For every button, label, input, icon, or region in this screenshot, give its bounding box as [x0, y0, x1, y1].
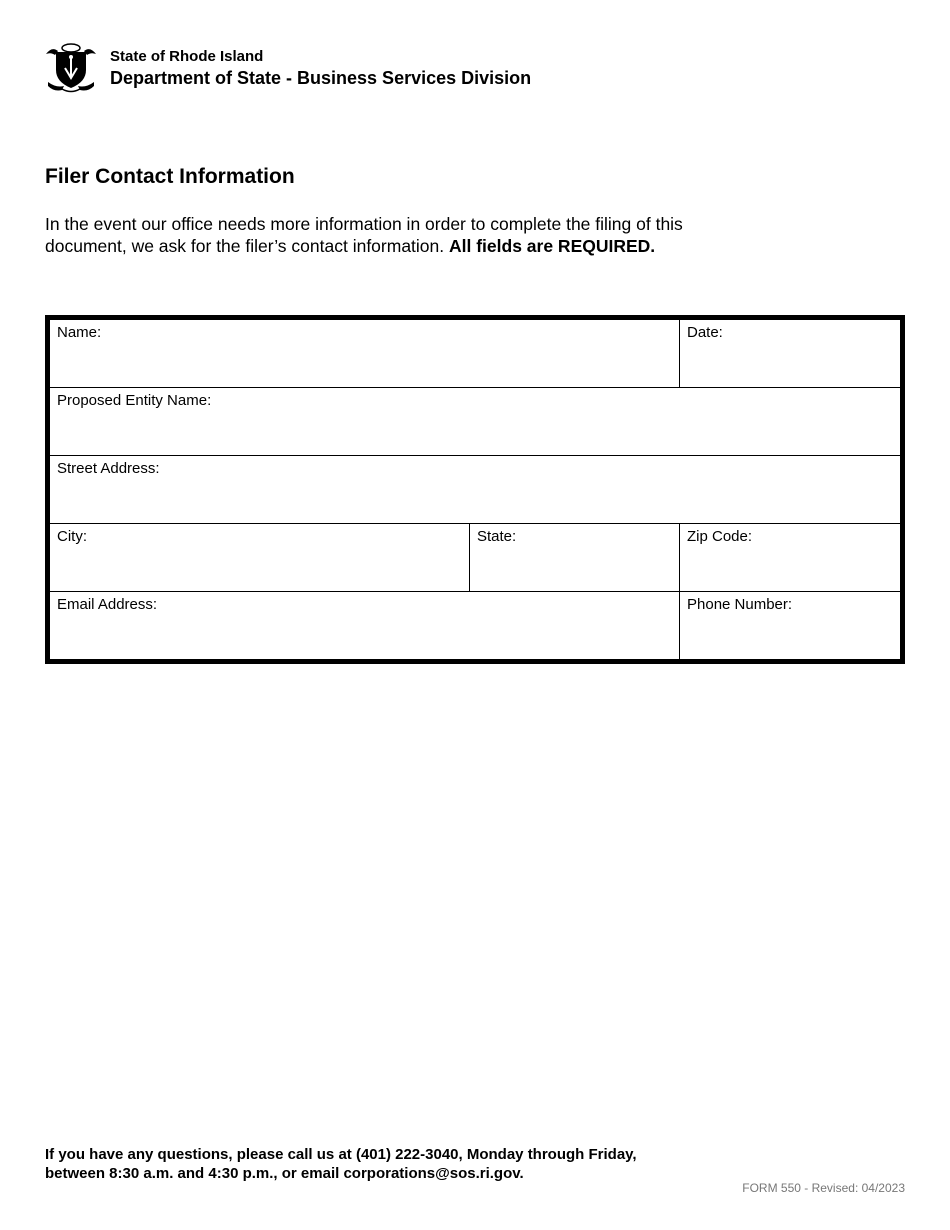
email-field[interactable]	[50, 592, 679, 660]
form-row-city	[50, 524, 900, 592]
zip-code-label: Zip Code:	[687, 528, 753, 545]
page-header	[44, 42, 531, 94]
phone-number-label: Phone Number:	[687, 596, 793, 613]
contact-footer-note	[45, 1145, 637, 1183]
entity-name-label: Proposed Entity Name:	[57, 392, 212, 409]
state-field[interactable]	[469, 524, 679, 591]
footer-line-2: between 8:30 a.m. and 4:30 p.m., or email corporations@sos.ri.gov.	[45, 1165, 524, 1182]
state-name: State of Rhode Island	[110, 48, 264, 65]
name-field[interactable]	[50, 320, 679, 387]
intro-text: In the event our office needs more information in order to complete the filing of this document, we ask for the filer’s contact information.	[45, 214, 683, 256]
form-row-entity	[50, 388, 900, 456]
form-revision-label: FORM 550 - Revised: 04/2023	[742, 1181, 905, 1195]
entity-name-field[interactable]	[50, 388, 900, 455]
state-label: State:	[477, 528, 517, 545]
city-field[interactable]	[50, 524, 469, 591]
contact-form-table	[45, 315, 905, 664]
department-name: Department of State - Business Services Division	[110, 68, 532, 88]
phone-number-field[interactable]	[679, 592, 900, 660]
zip-code-field[interactable]	[679, 524, 900, 591]
form-row-name	[50, 320, 900, 388]
email-label: Email Address:	[57, 596, 158, 613]
state-seal-icon	[44, 42, 98, 94]
name-label: Name:	[57, 324, 102, 341]
form-row-street	[50, 456, 900, 524]
street-address-field[interactable]	[50, 456, 900, 523]
street-address-label: Street Address:	[57, 460, 160, 477]
form-row-email	[50, 592, 900, 660]
required-notice: All fields are REQUIRED.	[449, 236, 656, 256]
city-label: City:	[57, 528, 87, 545]
date-field[interactable]	[679, 320, 900, 387]
date-label: Date:	[687, 324, 723, 341]
page-title: Filer Contact Information	[45, 165, 295, 188]
footer-line-1: If you have any questions, please call us at (401) 222-3040, Monday through Friday,	[45, 1146, 637, 1163]
intro-paragraph	[45, 213, 765, 257]
